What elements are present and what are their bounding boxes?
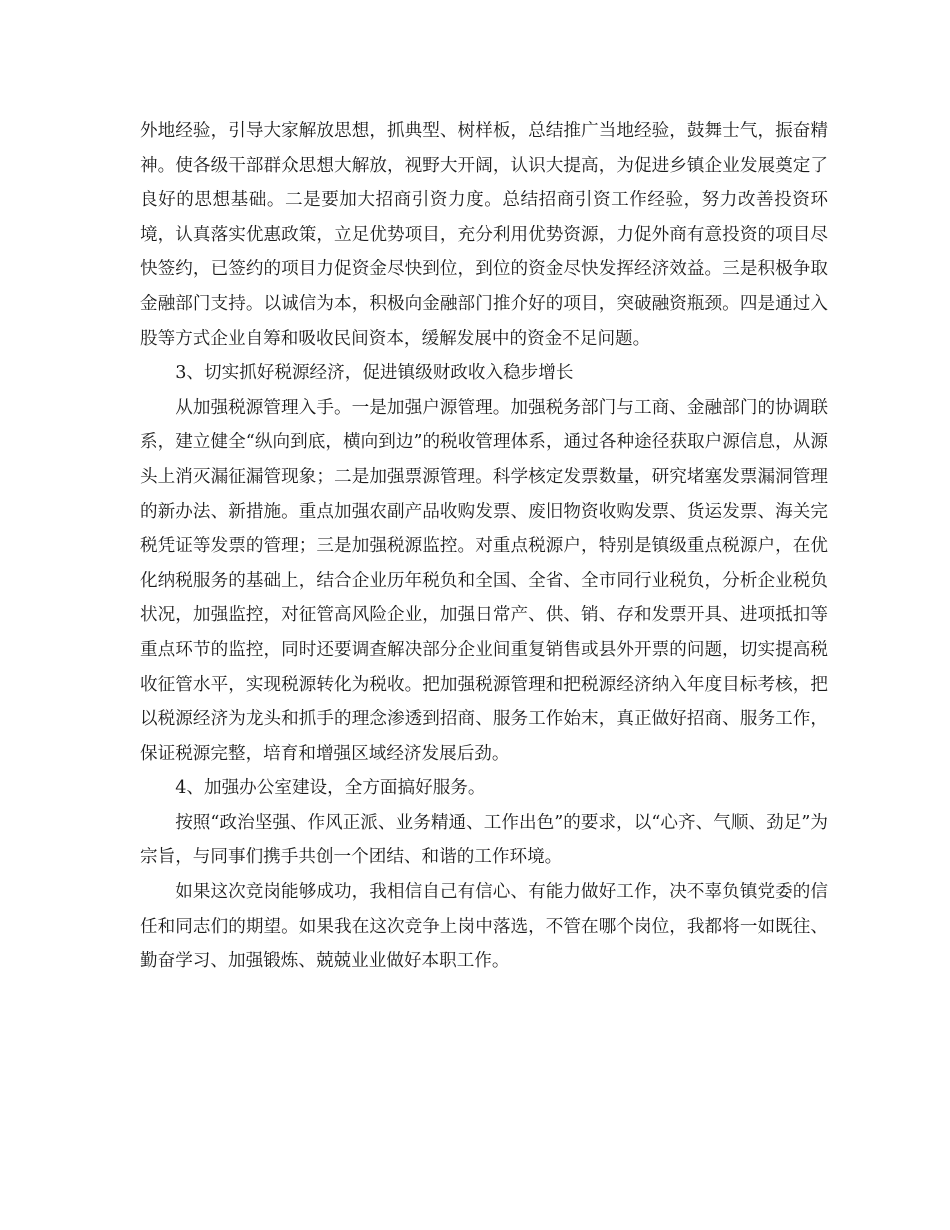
document-body xyxy=(140,114,828,979)
paragraph-office-requirements: 按照“政治坚强、作风正派、业务精通、工作出色”的要求，以“心齐、气顺、劲足”为宗旨，与同事们携手共创一个团结、和谐的工作环境。 xyxy=(140,812,828,868)
section-heading-4: 4、加强办公室建设，全方面搞好服务。 xyxy=(175,778,486,799)
paragraph-tax-source: 从加强税源管理入手。一是加强户源管理。加强税务部门与工商、金融部门的协调联系，建立健全“纵向到底，横向到边”的税收管理体系，通过各种途径获取户源信息，从源头上消灭漏征漏管现象；二是加强票源管理。科学核定发票数量，研究堵塞发票漏洞管理的新办法、新措施。重点加强农副产品收购发票、废旧物资收购发票、货运发票、海关完税凭证等发票的管理；三是加强税源监控。对重点税源户，特别是镇级重点税源户，在优化纳税服务的基础上，结合企业历年税负和全国、全省、全市同行业税负，分析企业税负状况，加强监控，对征管高风险企业，加强日常产、供、销、存和发票开具、进项抵扣等重点环节的监控，同时还要调查解决部分企业间重复销售或县外开票的问题，切实提高税收征管水平，实现税源转化为税收。把加强税源管理和把税源经济纳入年度目标考核，把以税源经济为龙头和抓手的理念渗透到招商、服务工作始末，真正做好招商、服务工作，保证税源完整，培育和增强区域经济发展后劲。 xyxy=(140,397,828,764)
paragraph-continuation: 外地经验，引导大家解放思想，抓典型、树样板，总结推广当地经验，鼓舞士气，振奋精神。使各级干部群众思想大解放，视野大开阔，认识大提高，为促进乡镇企业发展奠定了良好的思想基础。二是要加大招商引资力度。总结招商引资工作经验，努力改善投资环境，认真落实优惠政策，立足优势项目，充分利用优势资源，力促外商有意投资的项目尽快签约，已签约的项目力促资金尽快到位，到位的资金尽快发挥经济效益。三是积极争取金融部门支持。以诚信为本，积极向金融部门推介好的项目，突破融资瓶颈。四是通过入股等方式企业自筹和吸收民间资本，缓解发展中的资金不足问题。 xyxy=(140,121,828,349)
section-heading-3: 3、切实抓好税源经济，促进镇级财政收入稳步增长 xyxy=(175,363,574,384)
paragraph-closing: 如果这次竞岗能够成功，我相信自己有信心、有能力做好工作，决不辜负镇党委的信任和同志们的期望。如果我在这次竞争上岗中落选，不管在哪个岗位，我都将一如既往、勤奋学习、加强锻炼、兢兢业业做好本职工作。 xyxy=(140,882,828,972)
